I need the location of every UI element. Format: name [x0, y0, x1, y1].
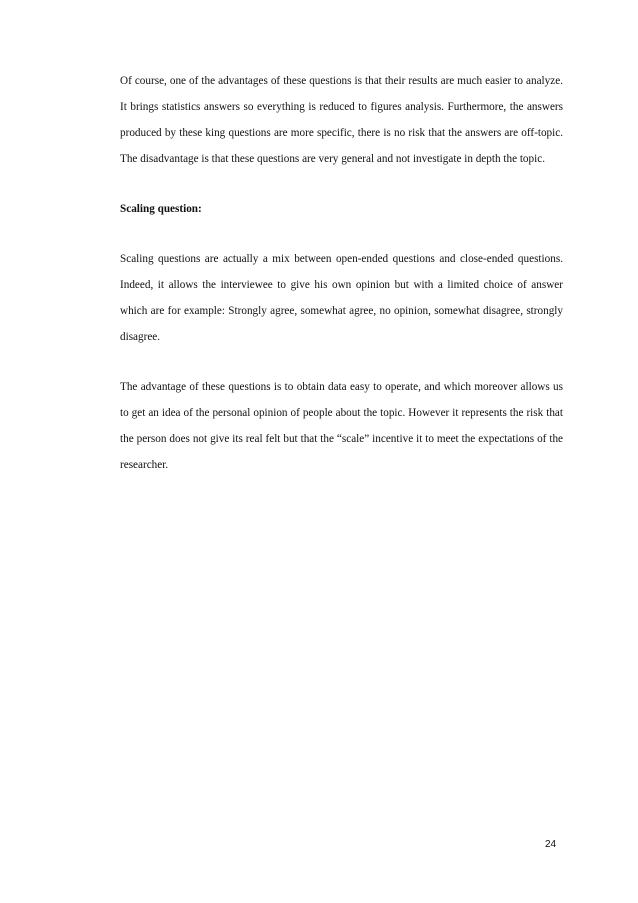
section-heading-scaling-question: Scaling question: [120, 203, 202, 215]
paragraph-advantages-closed-questions: Of course, one of the advantages of these questions is that their results are much easier to analyze. It brings statistics answers so everything is reduced to figures analysis. Furthermore, the answers produced by these king questions are more specific, there is no risk that the answers are off-topic. The disadvantage is that these questions are very general and not investigate in depth the topic. [120, 75, 563, 165]
page-content [120, 68, 563, 502]
page-number: 24 [545, 839, 557, 850]
paragraph-scaling-questions: Scaling questions are actually a mix between open-ended questions and close-ended questions. Indeed, it allows the interviewee to give his own opinion but with a limited choice of answer which are for example: Strongly agree, somewhat agree, no opinion, somewhat disagree, strongly disagree. [120, 253, 563, 343]
paragraph-scaling-advantages: The advantage of these questions is to obtain data easy to operate, and which moreover allows us to get an idea of the personal opinion of people about the topic. However it represents the risk that the person does not give its real felt but that the “scale” incentive it to meet the expectations of the researcher. [120, 381, 563, 471]
